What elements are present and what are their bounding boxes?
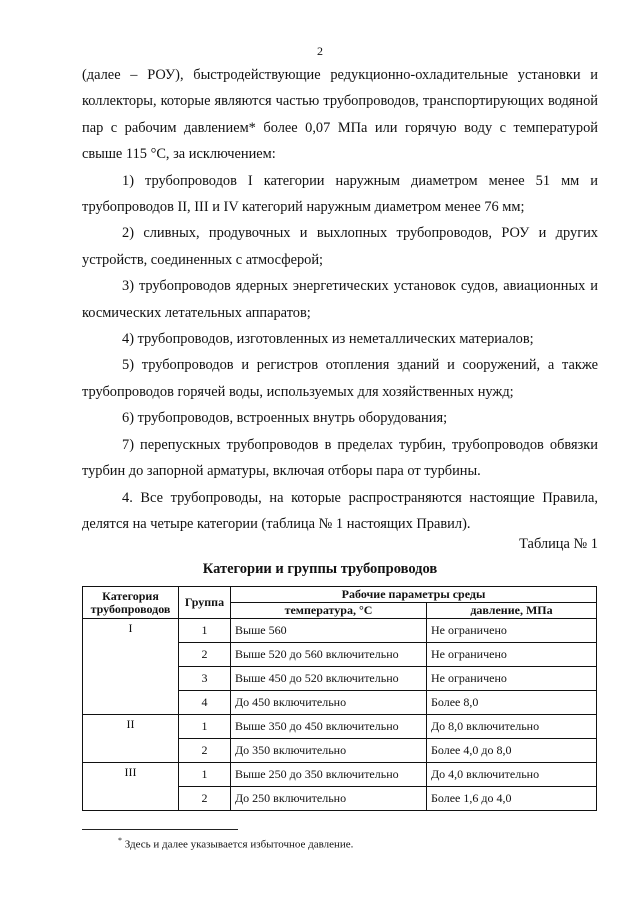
group-cell: 2 — [179, 739, 231, 763]
header-temperature: температура, °С — [231, 603, 427, 619]
temperature-cell: Выше 560 — [231, 619, 427, 643]
pressure-cell: До 8,0 включительно — [427, 715, 597, 739]
group-cell: 2 — [179, 643, 231, 667]
pressure-cell: До 4,0 включительно — [427, 763, 597, 787]
paragraph-exclusion-6: 6) трубопроводов, встроенных внутрь оборудования; — [122, 410, 448, 427]
temperature-cell: До 450 включительно — [231, 691, 427, 715]
table-title: Категории и группы трубопроводов — [202, 561, 438, 577]
header-pressure: давление, МПа — [427, 603, 597, 619]
group-cell: 1 — [179, 715, 231, 739]
paragraph-item-4: 4. Все трубопроводы, на которые распространяются настоящие Правила, делятся на четыре категории (таблица № 1 настоящих Правил). — [82, 489, 598, 532]
footnote-marker: * — [118, 836, 122, 845]
paragraph-exclusion-4: 4) трубопроводов, изготовленных из неметаллических материалов; — [122, 331, 534, 348]
temperature-cell: До 250 включительно — [231, 787, 427, 811]
table-row — [83, 619, 597, 643]
temperature-cell: Выше 520 до 560 включительно — [231, 643, 427, 667]
paragraph-exclusion-3: 3) трубопроводов ядерных энергетических установок судов, авиационных и космических летательных аппаратов; — [82, 278, 598, 321]
footnote — [118, 836, 353, 851]
group-cell: 2 — [179, 787, 231, 811]
page-number: 2 — [317, 44, 323, 58]
paragraph-intro: (далее – РОУ), быстродействующие редукционно-охладительные установки и коллекторы, которые являются частью трубопроводов, транспортирующих водяной пар с рабочим давлением* более 0,07 МПа или горячую воду с температурой свыше 115 °С, за исключением: — [82, 67, 598, 163]
footnote-text: Здесь и далее указывается избыточное давление. — [124, 838, 354, 851]
temperature-cell: Выше 250 до 350 включительно — [231, 763, 427, 787]
paragraph-exclusion-5: 5) трубопроводов и регистров отопления зданий и сооружений, а также трубопроводов горячей воды, используемых для хозяйственных нужд; — [82, 357, 598, 400]
table-label: Таблица № 1 — [519, 536, 598, 552]
footnote-rule — [82, 829, 238, 830]
temperature-cell: Выше 350 до 450 включительно — [231, 715, 427, 739]
header-category: Категория трубопроводов — [83, 587, 179, 619]
table-header-row — [83, 587, 597, 603]
pressure-cell: Более 8,0 — [427, 691, 597, 715]
paragraph-exclusion-1: 1) трубопроводов I категории наружным диаметром менее 51 мм и трубопроводов II, III и IV категорий наружным диаметром менее 76 мм; — [82, 172, 598, 216]
temperature-cell: До 350 включительно — [231, 739, 427, 763]
paragraph-exclusion-7: 7) перепускных трубопроводов в пределах турбин, трубопроводов обвязки турбин до запорной арматуры, включая отборы пара от турбины. — [82, 436, 598, 480]
category-cell: III — [83, 763, 179, 811]
group-cell: 3 — [179, 667, 231, 691]
pressure-cell: Не ограничено — [427, 643, 597, 667]
header-group: Группа — [179, 587, 231, 619]
header-params: Рабочие параметры среды — [231, 587, 597, 603]
temperature-cell: Выше 450 до 520 включительно — [231, 667, 427, 691]
pressure-cell: Не ограничено — [427, 619, 597, 643]
category-cell: II — [83, 715, 179, 763]
body-text — [82, 62, 598, 537]
category-cell: I — [83, 619, 179, 715]
paragraph-exclusion-2: 2) сливных, продувочных и выхлопных трубопроводов, РОУ и других устройств, соединенных с атмосферой; — [82, 225, 598, 268]
pressure-cell: Не ограничено — [427, 667, 597, 691]
pressure-cell: Более 4,0 до 8,0 — [427, 739, 597, 763]
group-cell: 1 — [179, 619, 231, 643]
pressure-cell: Более 1,6 до 4,0 — [427, 787, 597, 811]
group-cell: 4 — [179, 691, 231, 715]
table-row — [83, 763, 597, 787]
group-cell: 1 — [179, 763, 231, 787]
categories-table — [82, 586, 597, 811]
table-row — [83, 715, 597, 739]
